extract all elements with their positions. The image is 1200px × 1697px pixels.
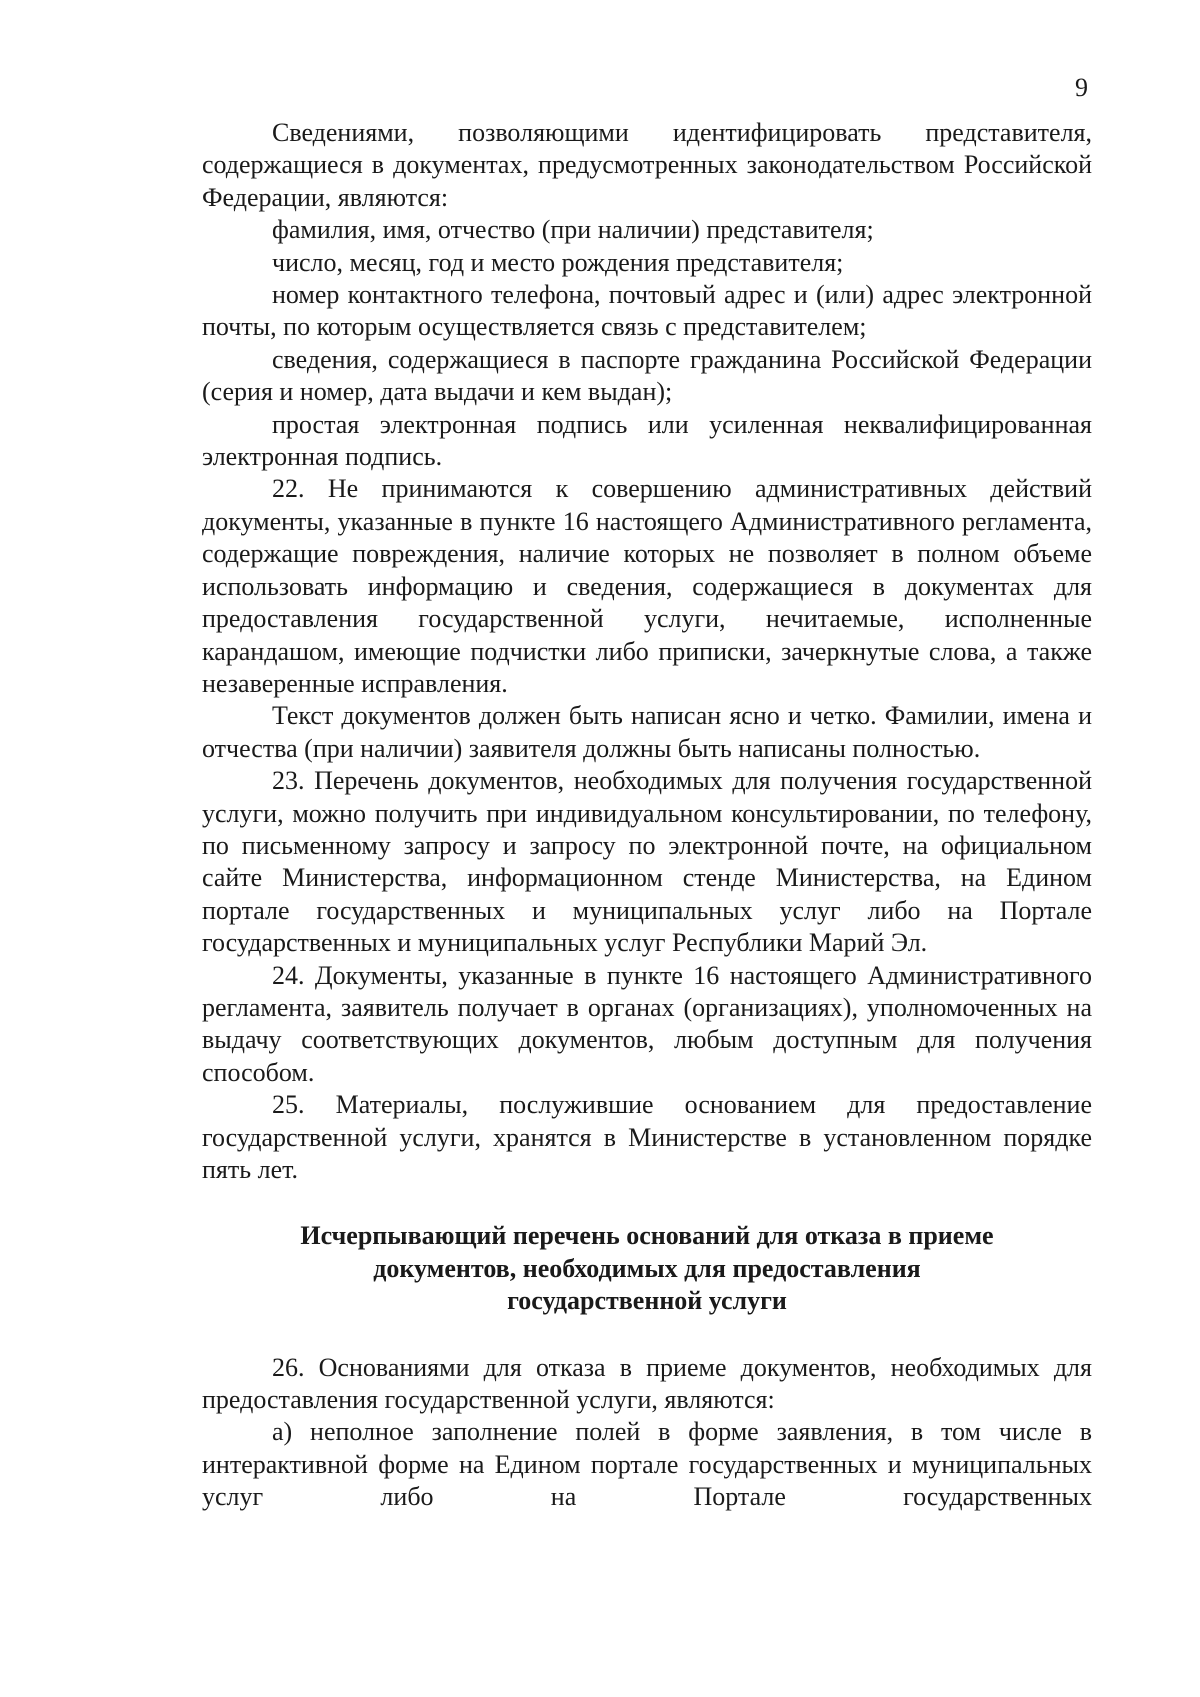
- section-heading-line-3: государственной услуги: [507, 1286, 787, 1316]
- paragraph-22: 22. Не принимаются к совершению административных действий документы, указанные в пункте 16 настоящего Административного регламента, содержащие повреждения, наличие которых не позволяет в полном объеме использовать информацию и сведения, содержащиеся в документах для предоставления государственной услуги, нечитаемые, исполненные карандашом, имеющие подчистки либо приписки, зачеркнутые слова, а также незаверенные исправления.: [202, 474, 1092, 698]
- document-body: [202, 117, 1092, 1514]
- section-heading-line-1: Исчерпывающий перечень оснований для отказа в приеме: [300, 1221, 994, 1251]
- paragraph-text-requirements: Текст документов должен быть написан ясно и четко. Фамилии, имена и отчества (при наличии) заявителя должны быть написаны полностью.: [202, 701, 1092, 763]
- paragraph-representative-info: Сведениями, позволяющими идентифицировать представителя, содержащиеся в документах, предусмотренных законодательством Российской Федерации, являются:: [202, 118, 1092, 212]
- list-item-contacts: номер контактного телефона, почтовый адрес и (или) адрес электронной почты, по которым осуществляется связь с представителем;: [202, 280, 1092, 342]
- list-item-passport: сведения, содержащиеся в паспорте гражданина Российской Федерации (серия и номер, дата выдачи и кем выдан);: [202, 344, 1092, 407]
- list-item-full-name: фамилия, имя, отчество (при наличии) представителя;: [272, 215, 874, 245]
- page-number: 9: [1075, 73, 1088, 102]
- list-item-a: а) неполное заполнение полей в форме заявления, в том числе в интерактивной форме на Едином портале государственных и муниципальных услуг либо на Портале государственных: [202, 1417, 1092, 1512]
- section-heading: [202, 1220, 1092, 1317]
- list-item-birth-data: число, месяц, год и место рождения представителя;: [272, 247, 844, 277]
- paragraph-26: 26. Основаниями для отказа в приеме документов, необходимых для предоставления государственной услуги, являются:: [202, 1352, 1092, 1415]
- section-heading-line-2: документов, необходимых для предоставления: [373, 1253, 921, 1283]
- paragraph-23: 23. Перечень документов, необходимых для получения государственной услуги, можно получить при индивидуальном консультировании, по телефону, по письменному запросу и запросу по электронной почте, на официальном сайте Министерства, информационном стенде Министерства, на Едином портале государственных и муниципальных услуг либо на Портале государственных и муниципальных услуг Республики Марий Эл.: [202, 766, 1092, 958]
- list-item-signature: простая электронная подпись или усиленная неквалифицированная электронная подпись.: [202, 409, 1092, 472]
- paragraph-24: 24. Документы, указанные в пункте 16 настоящего Административного регламента, заявитель получает в органах (организациях), уполномоченных на выдачу соответствующих документов, любым доступным для получения способом.: [202, 960, 1092, 1087]
- paragraph-25: 25. Материалы, послужившие основанием для предоставление государственной услуги, хранятся в Министерстве в установленном порядке пять лет.: [202, 1090, 1092, 1184]
